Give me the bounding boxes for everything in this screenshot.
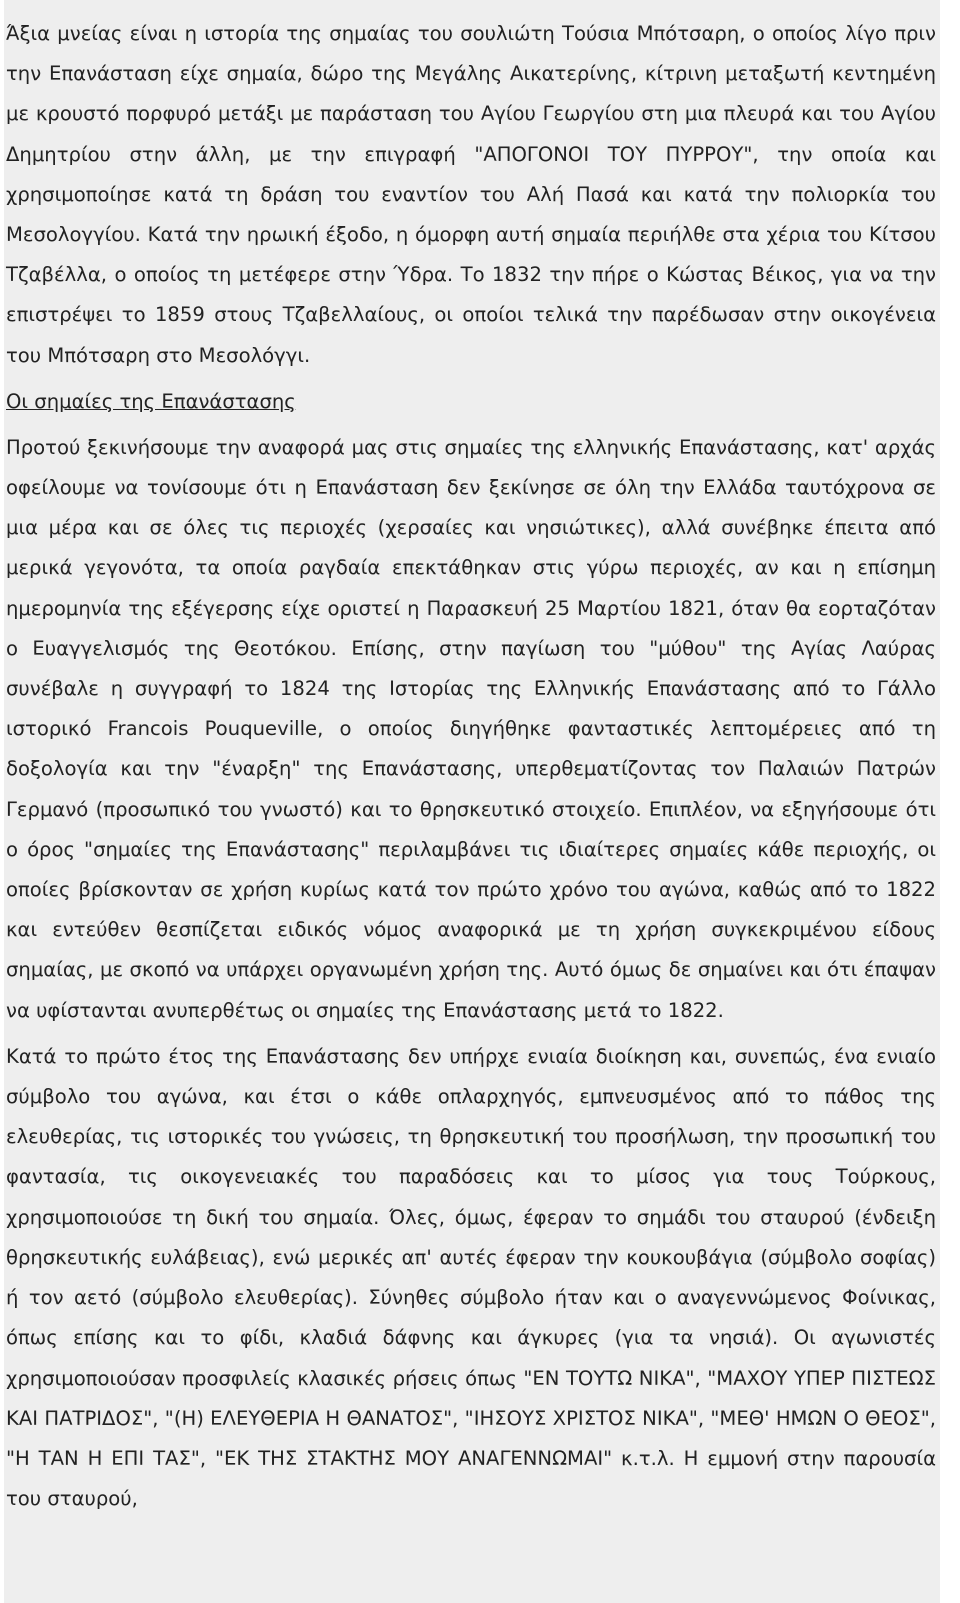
- section-heading-link[interactable]: Οι σημαίες της Επανάστασης: [6, 389, 296, 413]
- document-page: [4, 0, 940, 1603]
- paragraph-botsaris-flag: Άξια μνείας είναι η ιστορία της σημαίας του σουλιώτη Τούσια Μπότσαρη, ο οποίος λίγο πριν την Επανάσταση είχε σημαία, δώρο της Μεγάλης Αικατερίνης, κίτρινη μεταξωτή κεντημένη με κρουστό πορφυρό μετάξι με παράσταση του Αγίου Γεωργίου στη μια πλευρά και του Αγίου Δημητρίου στην άλλη, με την επιγραφή "ΑΠΟΓΟΝΟΙ ΤΟΥ ΠΥΡΡΟΥ", την οποία και χρησιμοποίησε κατά τη δράση του εναντίον του Αλή Πασά και κατά την πολιορκία του Μεσολογγίου. Κατά την ηρωική έξοδο, η όμορφη αυτή σημαία περιήλθε στα χέρια του Κίτσου Τζαβέλλα, ο οποίος τη μετέφερε στην Ύδρα. Το 1832 την πήρε ο Κώστας Βέικος, για να την επιστρέψει το 1859 στους Τζαβελλαίους, οι οποίοι τελικά την παρέδωσαν στην οικογένεια του Μπότσαρη στο Μεσολόγγι.: [6, 22, 936, 367]
- paragraph-revolution-flags: Προτού ξεκινήσουμε την αναφορά μας στις σημαίες της ελληνικής Επανάστασης, κατ' αρχάς οφείλουμε να τονίσουμε ότι η Επανάσταση δεν ξεκίνησε σε όλη την Ελλάδα ταυτόχρονα σε μια μέρα και σε όλες τις περιοχές (χερσαίες και νησιώτικες), αλλά συνέβηκε έπειτα από μερικά γεγονότα, τα οποία ραγδαία επεκτάθηκαν στις γύρω περιοχές, αν και η επίσημη ημερομηνία της εξέγερσης είχε οριστεί η Παρασκευή 25 Μαρτίου 1821, όταν θα εορταζόταν ο Ευαγγελισμός της Θεοτόκου. Επίσης, στην παγίωση του "μύθου" της Αγίας Λαύρας συνέβαλε η συγγραφή το 1824 της Ιστορίας της Ελληνικής Επανάστασης από το Γάλλο ιστορικό Francois Pouqueville, ο οποίος διηγήθηκε φανταστικές λεπτομέρειες από τη δοξολογία και την "έναρξη" της Επανάστασης, υπερθεματίζοντας τον Παλαιών Πατρών Γερμανό (προσωπικό του γνωστό) και το θρησκευτικό στοιχείο. Επιπλέον, να εξηγήσουμε ότι ο όρος "σημαίες της Επανάστασης" περιλαμβάνει τις ιδιαίτερες σημαίες κάθε περιοχής, οι οποίες βρίσκονταν σε χρήση κυρίως κατά τον πρώτο χρόνο του αγώνα, καθώς από το 1822 και εντεύθεν θεσπίζεται ειδικός νόμος αναφορικά με τη χρήση συγκεκριμένου είδους σημαίας, με σκοπό να υπάρχει οργανωμένη χρήση της. Αυτό όμως δε σημαίνει και ότι έπαψαν να υφίστανται ανυπερθέτως οι σημαίες της Επανάστασης μετά το 1822.: [6, 435, 936, 1022]
- paragraph-first-year: Κατά το πρώτο έτος της Επανάστασης δεν υπήρχε ενιαία διοίκηση και, συνεπώς, ένα ενιαίο σύμβολο του αγώνα, και έτσι ο κάθε οπλαρχηγός, εμπνευσμένος από το πάθος της ελευθερίας, τις ιστορικές του γνώσεις, τη θρησκευτική του προσήλωση, την προσωπική του φαντασία, τις οικογενειακές του παραδόσεις και το μίσος για τους Τούρκους, χρησιμοποιούσε τη δική του σημαία. Όλες, όμως, έφεραν το σημάδι του σταυρού (ένδειξη θρησκευτικής ευλάβειας), ενώ μερικές απ' αυτές έφεραν την κουκουβάγια (σύμβολο σοφίας) ή τον αετό (σύμβολο ελευθερίας). Σύνηθες σύμβολο ήταν και ο αναγεννώμενος Φοίνικας, όπως επίσης και το φίδι, κλαδιά δάφνης και άγκυρες (για τα νησιά). Οι αγωνιστές χρησιμοποιούσαν προσφιλείς κλασικές ρήσεις όπως "ΕΝ ΤΟΥΤΩ ΝΙΚΑ", "ΜΑΧΟΥ ΥΠΕΡ ΠΙΣΤΕΩΣ ΚΑΙ ΠΑΤΡΙΔΟΣ", "(Η) ΕΛΕΥΘΕΡΙΑ Η ΘΑΝΑΤΟΣ", "ΙΗΣΟΥΣ ΧΡΙΣΤΟΣ ΝΙΚΑ", "ΜΕΘ' ΗΜΩΝ Ο ΘΕΟΣ", "Η ΤΑΝ Η ΕΠΙ ΤΑΣ", "ΕΚ ΤΗΣ ΣΤΑΚΤΗΣ ΜΟΥ ΑΝΑΓΕΝΝΩΜΑΙ" κ.τ.λ. Η εμμονή στην παρουσία του σταυρού,: [6, 1044, 936, 1511]
- article-body: [4, 0, 940, 1519]
